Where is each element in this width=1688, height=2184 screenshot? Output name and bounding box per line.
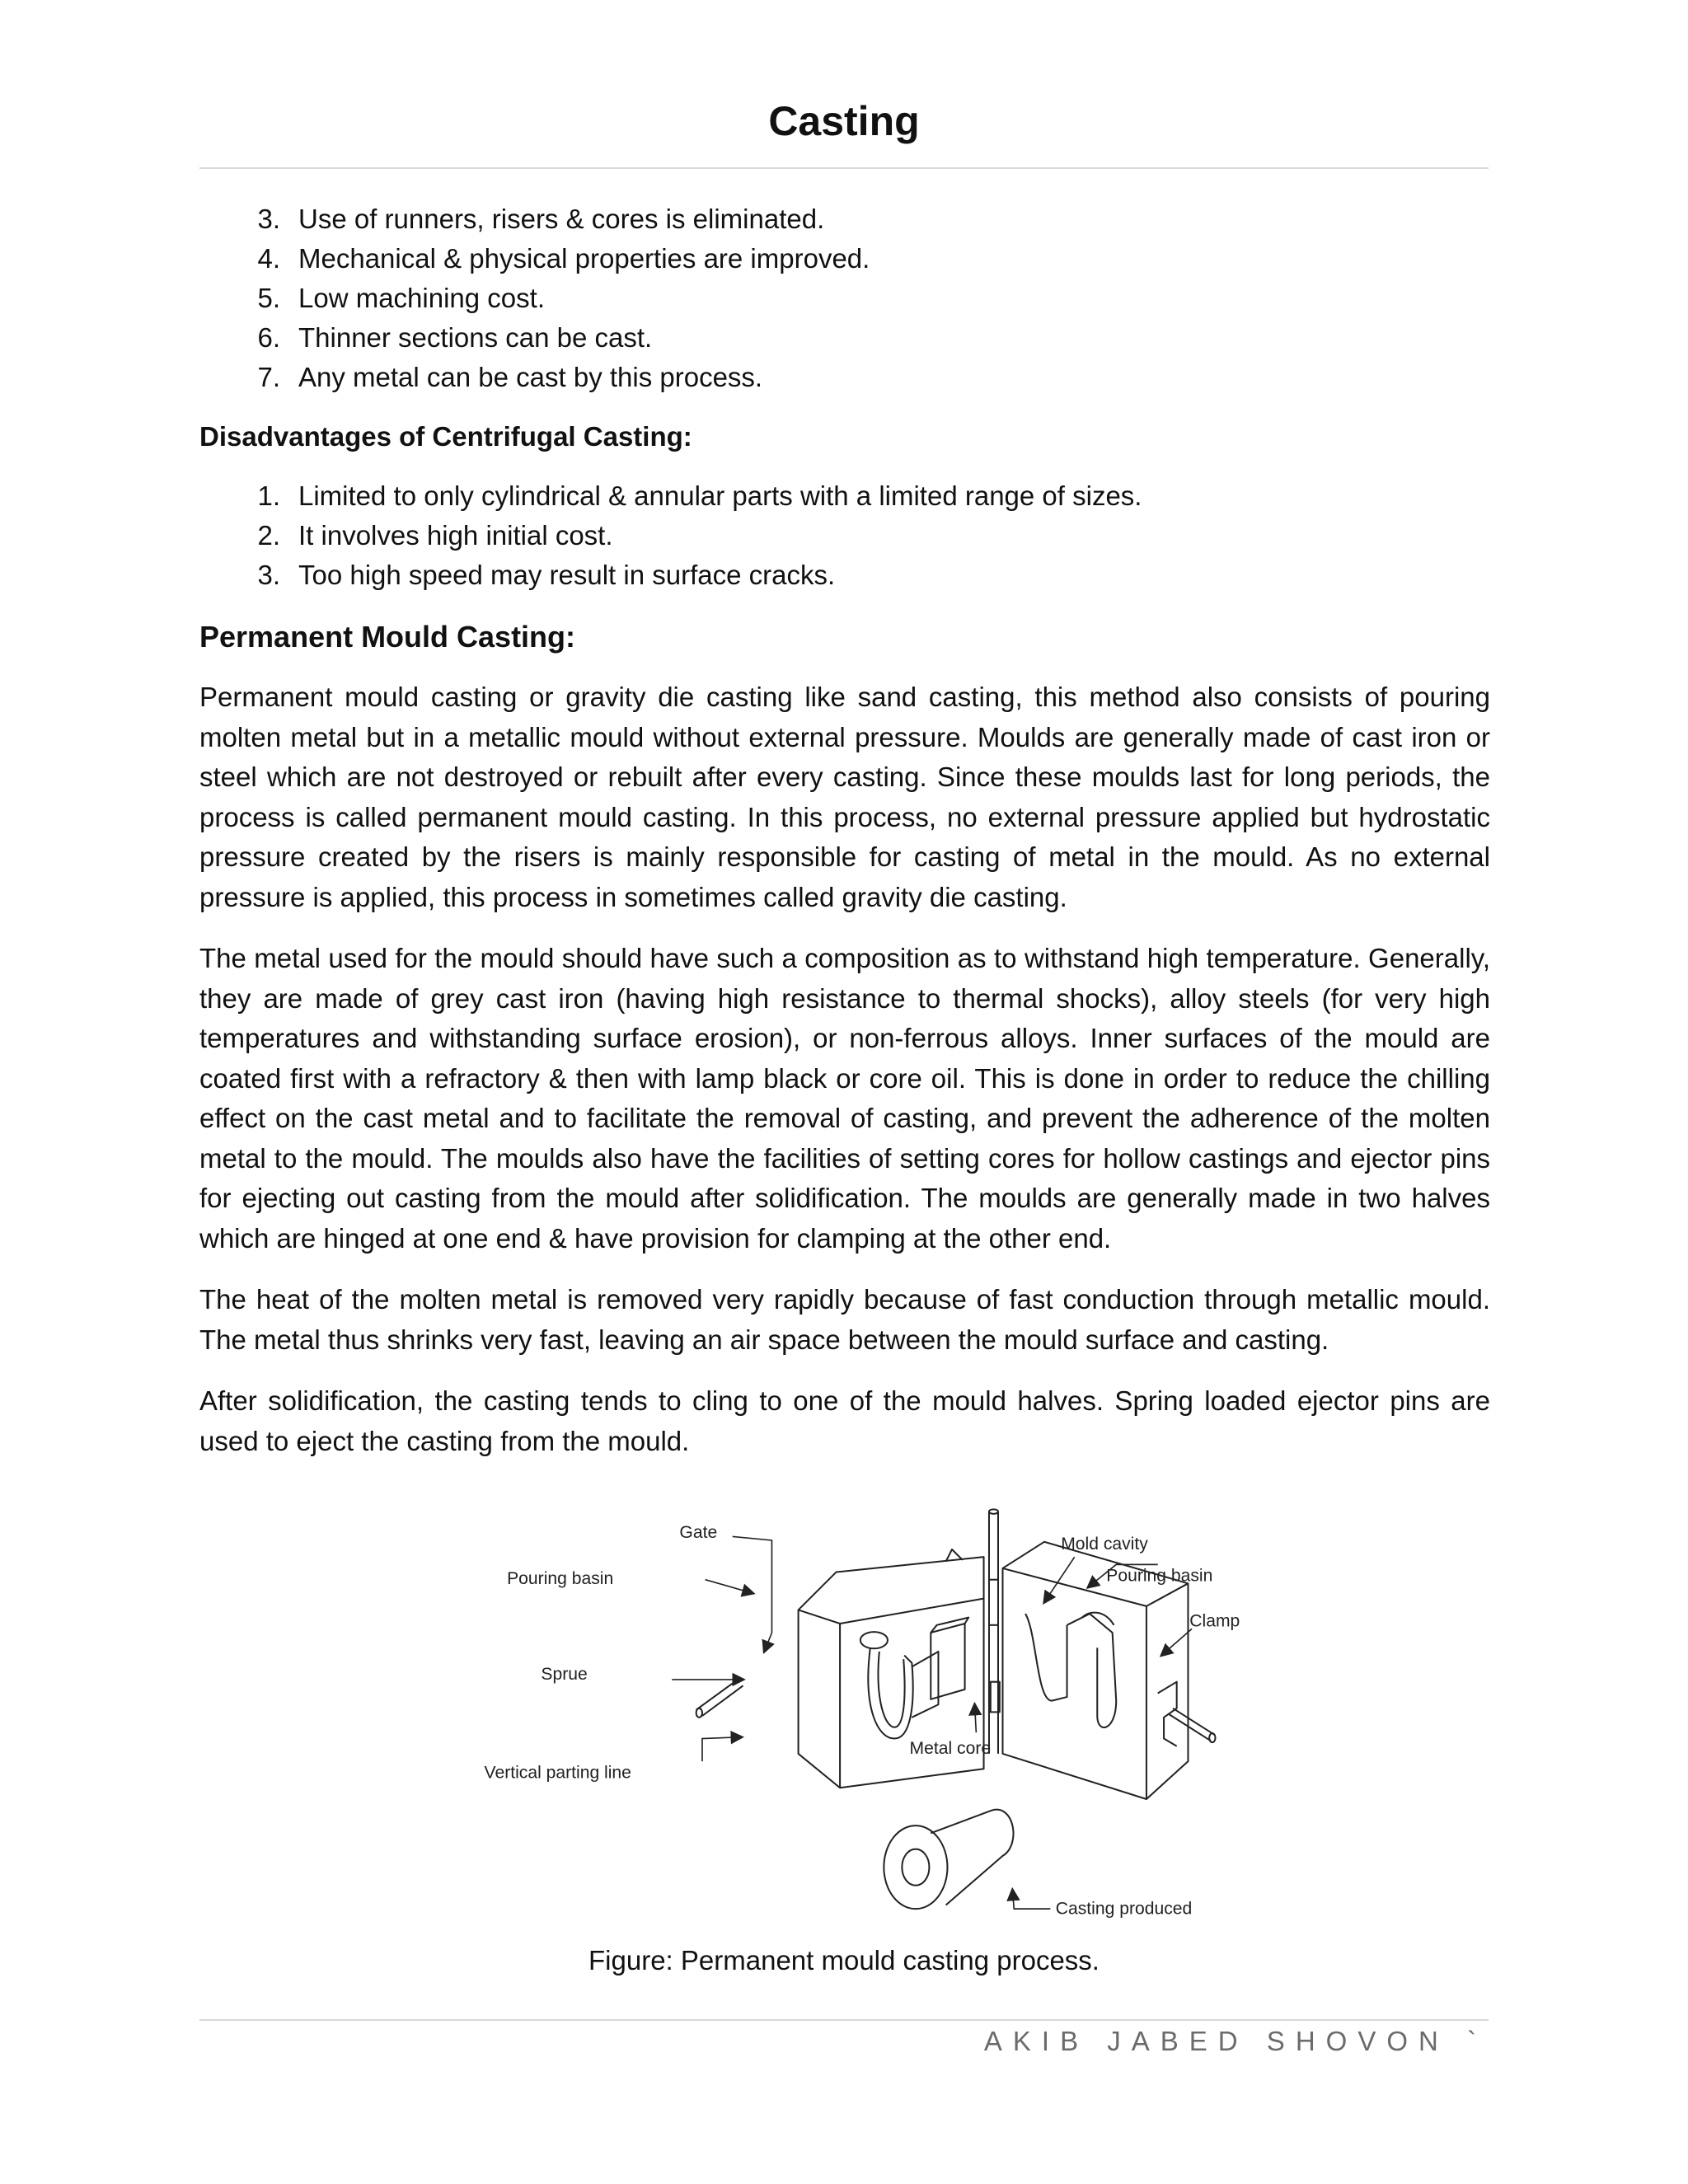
- label-pouring-basin-left: Pouring basin: [507, 1569, 614, 1589]
- advantages-list: [199, 199, 1490, 397]
- paragraph: The heat of the molten metal is removed very rapidly because of fast conduction through metallic mould. The metal thus shrinks very fast, leaving an air space between the mould surface and casting.: [199, 1284, 1490, 1355]
- label-gate: Gate: [679, 1523, 718, 1543]
- list-number: 3.: [257, 560, 280, 590]
- label-vertical-parting-line: Vertical parting line: [484, 1763, 631, 1783]
- list-text: Use of runners, risers & cores is eliminated.: [298, 204, 825, 234]
- footer-author: AKIB JABED SHOVON `: [983, 2026, 1487, 2056]
- list-number: 3.: [257, 204, 280, 234]
- list-number: 1.: [257, 480, 280, 511]
- list-item: [199, 318, 1490, 358]
- list-item: [199, 279, 1490, 318]
- list-text: It involves high initial cost.: [298, 520, 613, 551]
- list-text: Mechanical & physical properties are improved.: [298, 243, 870, 274]
- paragraph: The metal used for the mould should have such a composition as to withstand high temperature. Generally, they are made of grey cast iron (having high resistance to thermal shocks), alloy steels (for very high temperatures and withstanding surface erosion), or non-ferrous alloys. Inner surfaces of the mould are coated first with a refractory & then with lamp black or core oil. This is done in order to reduce the chilling effect on the cast metal and to facilitate the removal of casting, and prevent the adherence of the molten metal to the mould. The moulds also have the facilities of setting cores for hollow castings and ejector pins for ejecting out casting from the mould after solidification. The moulds are generally made in two halves which are hinged at one end & have provision for clamping at the other end.: [199, 943, 1490, 1254]
- list-number: 4.: [257, 243, 280, 274]
- pouring-basin-left-shape: [860, 1632, 888, 1648]
- list-text: Limited to only cylindrical & annular parts with a limited range of sizes.: [298, 480, 1142, 511]
- metal-core-shape: [931, 1624, 964, 1699]
- label-metal-core: Metal core: [909, 1738, 992, 1758]
- list-number: 6.: [257, 322, 280, 353]
- clamp-shape: [1158, 1682, 1177, 1746]
- list-item: [199, 476, 1490, 516]
- list-number: 5.: [257, 283, 280, 313]
- list-item: [199, 358, 1490, 397]
- list-item: [199, 516, 1490, 555]
- label-casting-produced: Casting produced: [1055, 1899, 1193, 1919]
- figure-caption: Figure: Permanent mould casting process.: [588, 1945, 1100, 1975]
- label-mold-cavity: Mold cavity: [1061, 1535, 1148, 1554]
- list-text: Thinner sections can be cast.: [298, 322, 653, 353]
- disadvantages-heading: Disadvantages of Centrifugal Casting:: [199, 421, 692, 452]
- label-clamp: Clamp: [1189, 1611, 1240, 1631]
- page-title: Casting: [768, 98, 920, 144]
- section-title: Permanent Mould Casting:: [199, 620, 576, 654]
- list-item: [199, 239, 1490, 279]
- list-text: Low machining cost.: [298, 283, 545, 313]
- paragraph: After solidification, the casting tends to cling to one of the mould halves. Spring loaded ejector pins are used to eject the casting from the mould.: [199, 1385, 1490, 1456]
- list-item: [199, 199, 1490, 239]
- disadvantages-list: [199, 476, 1490, 595]
- header-divider: [199, 167, 1489, 169]
- label-pouring-basin-right: Pouring basin: [1106, 1566, 1213, 1586]
- casting-produced-shape: [884, 1825, 947, 1909]
- list-number: 2.: [257, 520, 280, 551]
- page-content: [199, 199, 1490, 1461]
- paragraph: Permanent mould casting or gravity die casting like sand casting, this method also consists of pouring molten metal but in a metallic mould without external pressure. Moulds are generally made of cast iron or steel which are not destroyed or rebuilt after every casting. Since these moulds last for long periods, the process is called permanent mould casting. In this process, no external pressure applied but hydrostatic pressure created by the risers is mainly responsible for casting of metal in the mould. As no external pressure is applied, this process in sometimes called gravity die casting.: [199, 682, 1490, 912]
- footer-divider: [199, 2019, 1489, 2021]
- mould-diagram: [462, 1493, 1294, 1938]
- list-number: 7.: [257, 362, 280, 392]
- label-sprue: Sprue: [541, 1664, 588, 1684]
- list-item: [199, 555, 1490, 595]
- list-text: Too high speed may result in surface cracks.: [298, 560, 836, 590]
- list-text: Any metal can be cast by this process.: [298, 362, 763, 392]
